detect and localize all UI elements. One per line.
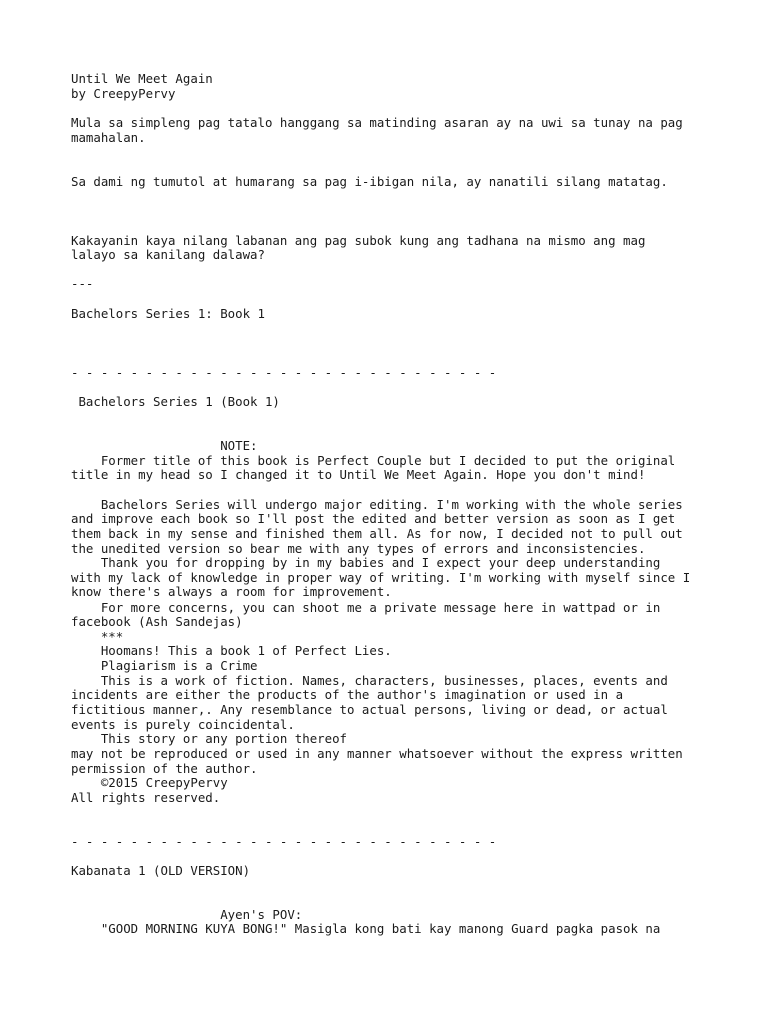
blurb-line: Mula sa simpleng pag tatalo hanggang sa matinding asaran ay na uwi sa tunay na pag [71, 115, 683, 130]
series-line: Bachelors Series 1: Book 1 [71, 306, 265, 321]
note-line: Bachelors Series will undergo major editing. I'm working with the whole series [71, 497, 683, 512]
section-separator: - - - - - - - - - - - - - - - - - - - - - - - - - - - - - [71, 365, 497, 380]
note-line: Hoomans! This a book 1 of Perfect Lies. [71, 643, 392, 658]
note-line: This is a work of fiction. Names, characters, businesses, places, events and [71, 673, 668, 688]
note-line: Thank you for dropping by in my babies and I expect your deep understanding [71, 555, 661, 570]
story-line: "GOOD MORNING KUYA BONG!" Masigla kong bati kay manong Guard pagka pasok na [71, 921, 661, 936]
note-line: title in my head so I changed it to Until We Meet Again. Hope you don't mind! [71, 467, 646, 482]
author-byline: by CreepyPervy [71, 86, 176, 101]
note-line: For more concerns, you can shoot me a private message here in wattpad or in [71, 600, 661, 615]
note-line: fictitious manner,. Any resemblance to actual persons, living or dead, or actual [71, 702, 668, 717]
note-line: *** [71, 629, 124, 644]
note-line: Plagiarism is a Crime [71, 658, 258, 673]
pov-heading: Ayen's POV: [71, 907, 303, 922]
note-line: Former title of this book is Perfect Couple but I decided to put the original [71, 453, 676, 468]
note-line: and improve each book so I'll post the edited and better version as soon as I get [71, 511, 676, 526]
short-rule: --- [71, 276, 94, 291]
blurb-line: Sa dami ng tumutol at humarang sa pag i-ibigan nila, ay nanatili silang matatag. [71, 174, 668, 189]
note-line: facebook (Ash Sandejas) [71, 614, 243, 629]
copyright-line: ©2015 CreepyPervy [71, 775, 228, 790]
note-line: incidents are either the products of the author's imagination or used in a [71, 687, 624, 702]
book-title: Until We Meet Again [71, 71, 213, 86]
blurb-line: mamahalan. [71, 130, 146, 145]
note-line: This story or any portion thereof [71, 731, 348, 746]
note-heading: NOTE: [71, 438, 258, 453]
note-line: events is purely coincidental. [71, 717, 295, 732]
note-line: may not be reproduced or used in any manner whatsoever without the express written [71, 746, 683, 761]
blurb-line: Kakayanin kaya nilang labanan ang pag subok kung ang tadhana na mismo ang mag [71, 233, 646, 248]
note-line: know there's always a room for improvement. [71, 584, 392, 599]
chapter-heading: Kabanata 1 (OLD VERSION) [71, 863, 251, 878]
section-separator: - - - - - - - - - - - - - - - - - - - - - - - - - - - - - [71, 834, 497, 849]
note-line: permission of the author. [71, 761, 258, 776]
series-heading: Bachelors Series 1 (Book 1) [71, 394, 280, 409]
note-line: with my lack of knowledge in proper way of writing. I'm working with myself since I [71, 570, 691, 585]
note-line: them back in my sense and finished them all. As for now, I decided not to pull out [71, 526, 683, 541]
blurb-line: lalayo sa kanilang dalawa? [71, 247, 265, 262]
note-line: the unedited version so bear me with any types of errors and inconsistencies. [71, 541, 646, 556]
rights-line: All rights reserved. [71, 790, 221, 805]
